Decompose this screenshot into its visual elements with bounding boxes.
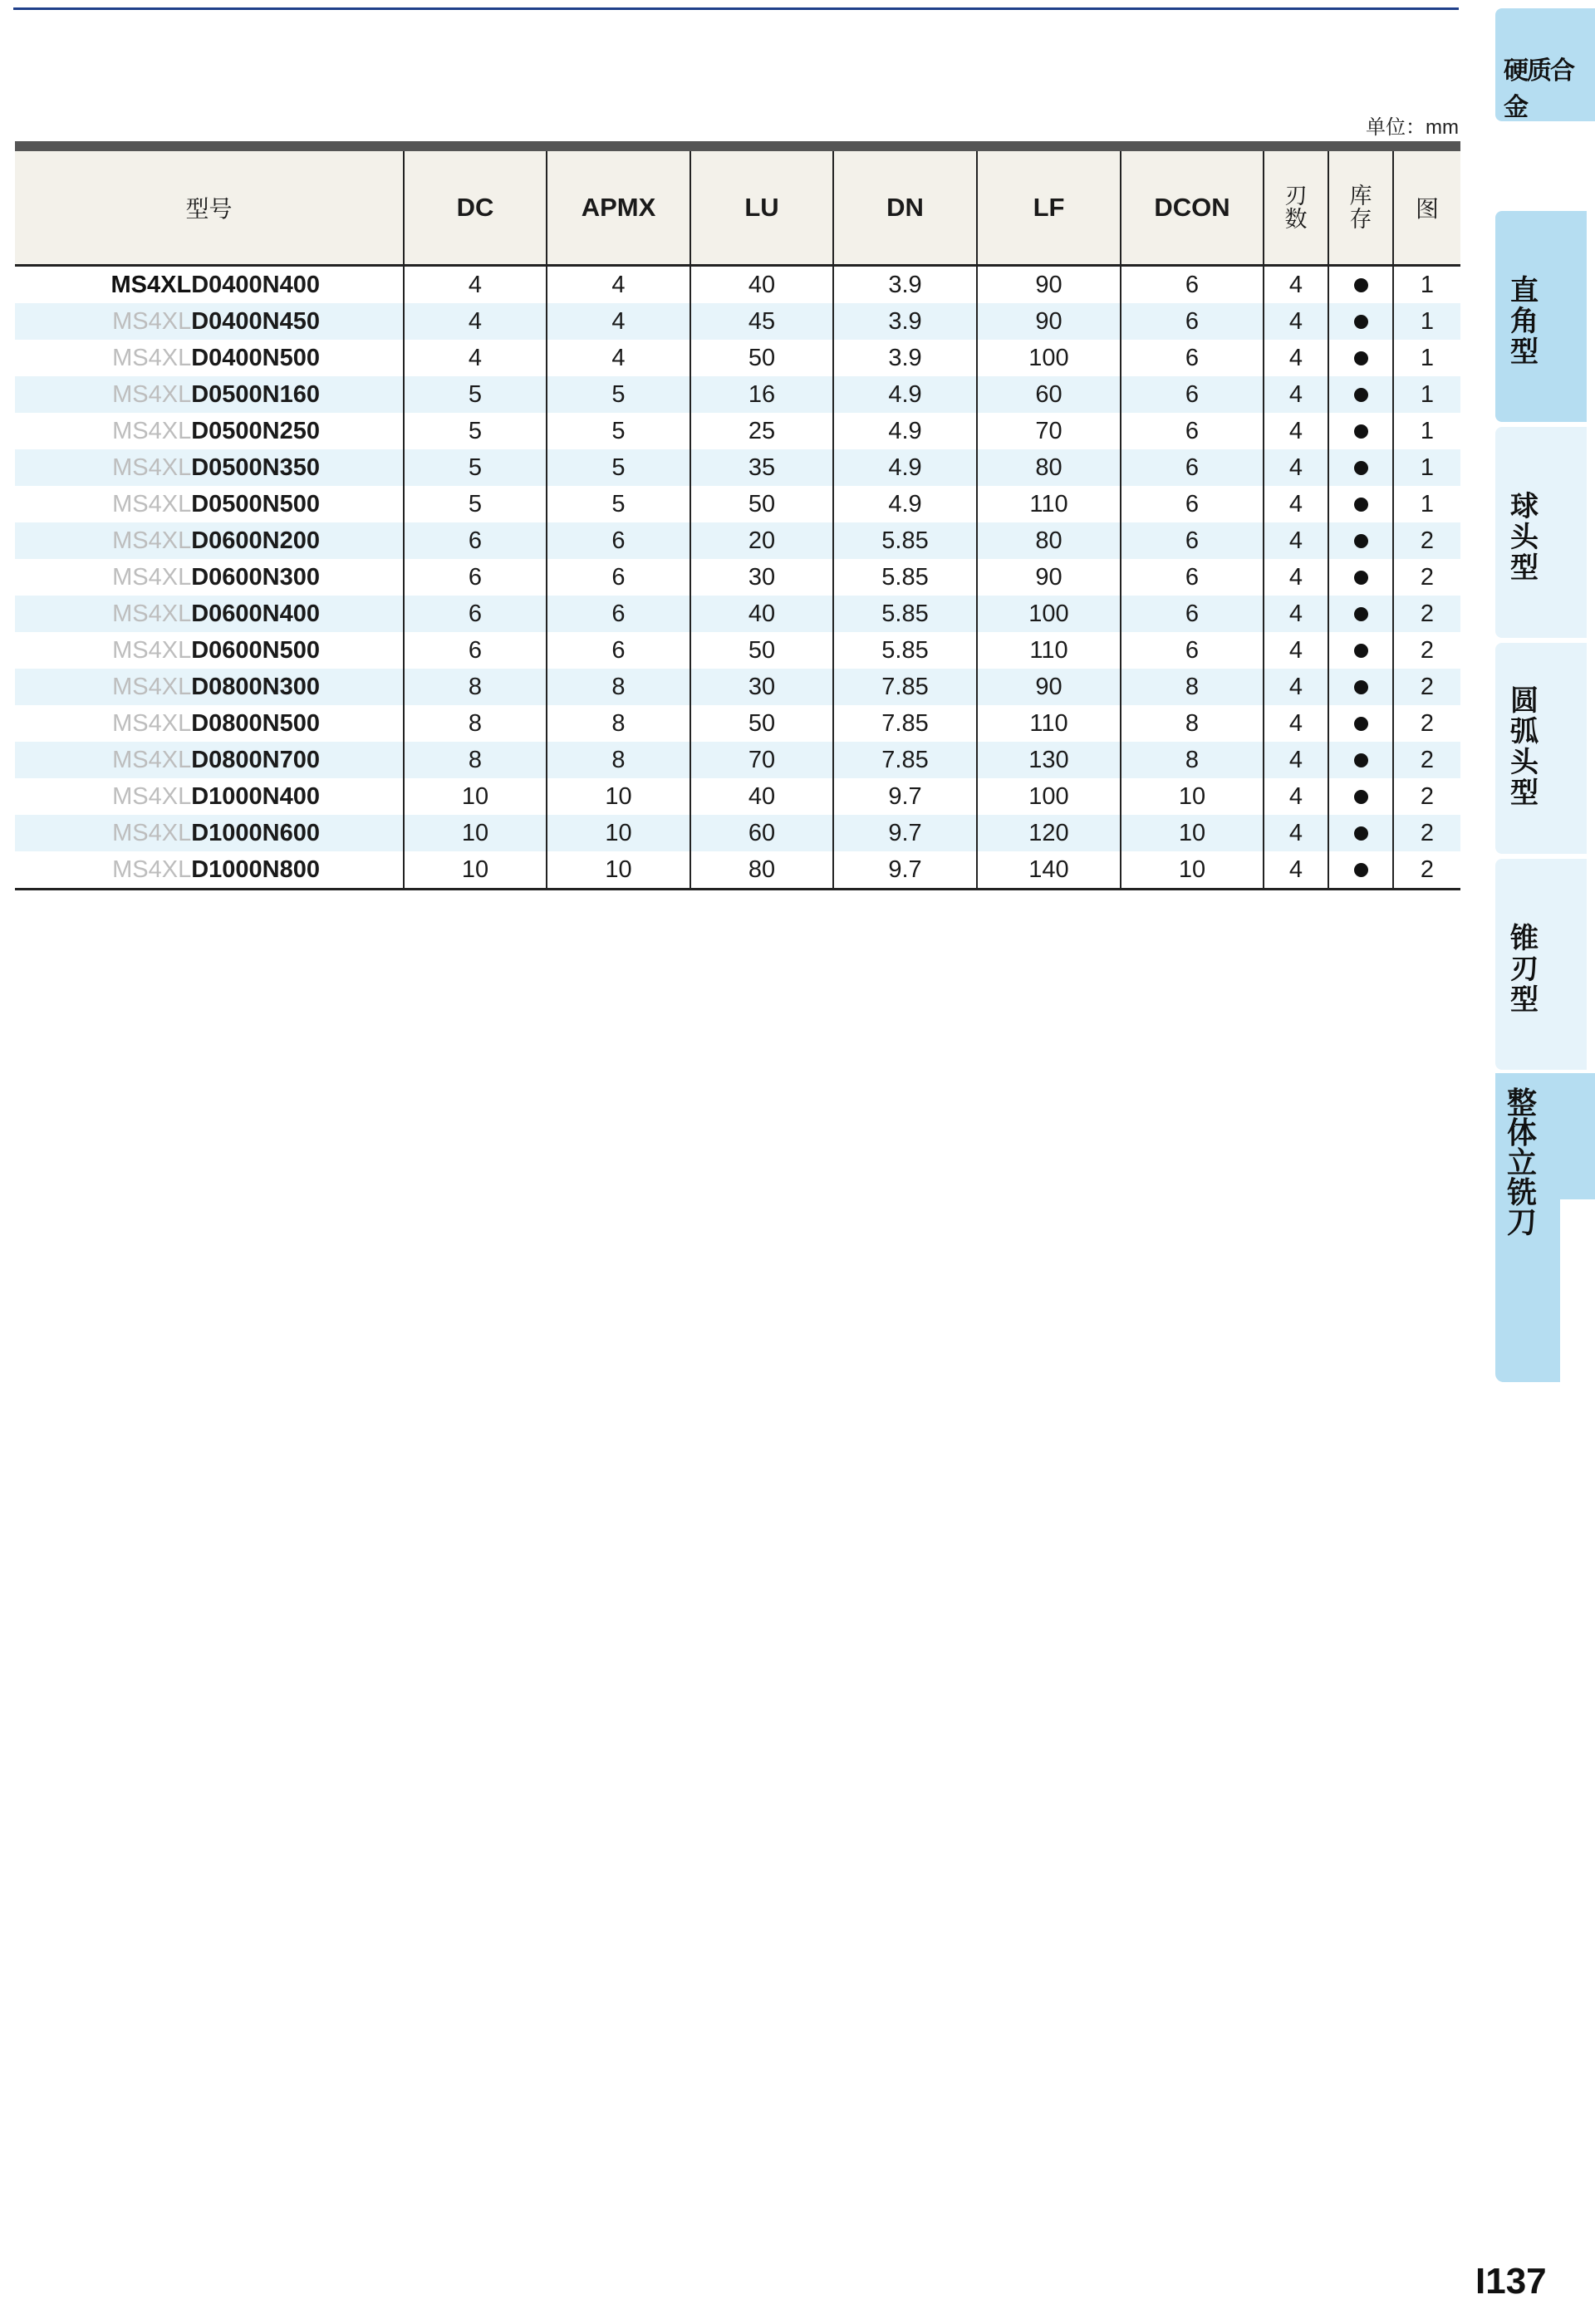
cell-lf: 110 — [977, 632, 1121, 669]
cell-stock — [1328, 851, 1393, 890]
cell-dcon: 6 — [1121, 266, 1264, 304]
cell-dn: 7.85 — [833, 705, 977, 742]
tab-ball-nose-label: 球头型 — [1510, 491, 1539, 584]
cell-figure: 2 — [1420, 709, 1435, 737]
cell-dn: 4.9 — [833, 449, 977, 486]
cell-apmx: 5 — [547, 486, 690, 522]
cell-flutes: 4 — [1264, 486, 1328, 522]
table-row — [15, 303, 1460, 340]
cell-figure: 2 — [1393, 522, 1460, 559]
model-prefix: MS4XL — [112, 709, 192, 737]
model-prefix: MS4XL — [112, 563, 192, 591]
model-code: D0500N160 — [191, 380, 320, 408]
cell-flutes: 4 — [1264, 815, 1328, 851]
cell-dcon: 6 — [1121, 522, 1264, 559]
cell-dcon: 8 — [1121, 705, 1264, 742]
stock-dot-icon — [1354, 278, 1368, 292]
cell-dn: 3.9 — [833, 303, 977, 340]
model-code: D0500N350 — [191, 454, 320, 481]
stock-dot-icon — [1354, 498, 1368, 512]
cell-apmx: 10 — [547, 815, 690, 851]
cell-dc: 10 — [404, 815, 547, 851]
cell-apmx: 4 — [547, 266, 690, 304]
cell-figure: 1 — [1393, 449, 1460, 486]
table-row — [15, 413, 1460, 449]
col-header-lu: LU — [690, 151, 833, 266]
cell-flutes: 4 — [1264, 340, 1328, 376]
col-header-dcon: DCON — [1121, 151, 1264, 266]
model-code: D0400N500 — [191, 344, 320, 371]
col-header-flutes: 刃 数 — [1264, 151, 1328, 266]
cell-stock — [1328, 376, 1393, 413]
model-code: D0800N300 — [191, 673, 320, 700]
cell-apmx: 6 — [547, 522, 690, 559]
model-prefix: MS4XL — [110, 271, 192, 298]
cell-model — [15, 449, 404, 486]
cell-stock — [1328, 669, 1393, 705]
model-prefix: MS4XL — [112, 856, 192, 883]
cell-figure: 2 — [1420, 563, 1435, 591]
cell-figure: 1 — [1420, 344, 1435, 371]
cell-lf: 80 — [977, 449, 1121, 486]
model-code: D0800N700 — [191, 746, 320, 773]
cell-apmx: 4 — [547, 303, 690, 340]
cell-stock — [1328, 596, 1393, 632]
cell-model — [15, 778, 404, 815]
cell-dcon: 6 — [1121, 376, 1264, 413]
stock-dot-icon — [1354, 826, 1368, 841]
cell-lu: 16 — [690, 376, 833, 413]
cell-stock — [1328, 522, 1393, 559]
cell-stock — [1328, 705, 1393, 742]
cell-lu: 40 — [690, 778, 833, 815]
cell-dn: 9.7 — [833, 851, 977, 890]
cell-apmx: 6 — [547, 559, 690, 596]
cell-lf: 70 — [977, 413, 1121, 449]
cell-dcon: 6 — [1121, 596, 1264, 632]
cell-flutes: 4 — [1264, 742, 1328, 778]
cell-dc: 4 — [404, 303, 547, 340]
cell-figure: 2 — [1420, 782, 1435, 810]
stock-dot-icon — [1354, 790, 1368, 804]
stock-dot-icon — [1354, 571, 1368, 585]
tab-taper-label: 锥刃型 — [1510, 923, 1539, 1016]
cell-figure: 1 — [1393, 376, 1460, 413]
cell-stock — [1328, 303, 1393, 340]
cell-lu: 25 — [690, 413, 833, 449]
cell-dc: 6 — [404, 522, 547, 559]
tab-square-end[interactable] — [1495, 211, 1587, 422]
table-row — [15, 815, 1460, 851]
cell-dc: 6 — [404, 596, 547, 632]
cell-lf: 120 — [977, 815, 1121, 851]
cell-dn: 5.85 — [833, 522, 977, 559]
model-code: D0600N500 — [191, 636, 320, 664]
table-row — [15, 742, 1460, 778]
cell-lf: 100 — [977, 778, 1121, 815]
cell-dn: 3.9 — [833, 266, 977, 304]
cell-dcon: 6 — [1121, 486, 1264, 522]
table-header-row — [15, 151, 1460, 266]
cell-dn: 5.85 — [833, 559, 977, 596]
stock-dot-icon — [1354, 607, 1368, 621]
cell-flutes: 4 — [1264, 632, 1328, 669]
cell-dcon: 6 — [1121, 413, 1264, 449]
table-row — [15, 559, 1460, 596]
cell-dc: 6 — [404, 559, 547, 596]
cell-lu: 70 — [690, 742, 833, 778]
cell-lu: 30 — [690, 559, 833, 596]
cell-stock — [1328, 742, 1393, 778]
cell-dn: 4.9 — [833, 376, 977, 413]
cell-flutes: 4 — [1264, 778, 1328, 815]
table-body — [15, 266, 1460, 890]
cell-lu: 40 — [690, 266, 833, 304]
table-row — [15, 522, 1460, 559]
cell-lf: 110 — [977, 486, 1121, 522]
cell-dc: 5 — [404, 486, 547, 522]
cell-apmx: 8 — [547, 669, 690, 705]
cell-dcon: 10 — [1121, 851, 1264, 890]
cell-stock — [1328, 340, 1393, 376]
tab-taper[interactable] — [1495, 859, 1587, 1070]
cell-model — [15, 669, 404, 705]
cell-flutes: 4 — [1264, 376, 1328, 413]
cell-lf: 90 — [977, 669, 1121, 705]
cell-dc: 8 — [404, 705, 547, 742]
cell-stock — [1328, 632, 1393, 669]
cell-model — [15, 340, 404, 376]
cell-dcon: 8 — [1121, 742, 1264, 778]
cell-flutes: 4 — [1264, 303, 1328, 340]
stock-dot-icon — [1354, 424, 1368, 439]
cell-dn: 7.85 — [833, 669, 977, 705]
model-prefix: MS4XL — [112, 600, 192, 627]
cell-flutes: 4 — [1264, 266, 1328, 304]
cell-lu: 50 — [690, 340, 833, 376]
cell-model — [15, 815, 404, 851]
model-prefix: MS4XL — [112, 819, 192, 846]
cell-flutes: 4 — [1264, 559, 1328, 596]
cell-dn: 9.7 — [833, 778, 977, 815]
col-header-stock: 库 存 — [1328, 151, 1393, 266]
model-prefix: MS4XL — [112, 344, 192, 371]
cell-dc: 5 — [404, 449, 547, 486]
cell-figure: 1 — [1420, 417, 1435, 444]
tab-solid-end-mill[interactable] — [1495, 1073, 1595, 1382]
cell-dn: 5.85 — [833, 632, 977, 669]
cell-lf: 90 — [977, 303, 1121, 340]
cell-figure: 1 — [1420, 490, 1435, 517]
stock-dot-icon — [1354, 461, 1368, 475]
model-prefix: MS4XL — [112, 527, 192, 554]
cell-flutes: 4 — [1264, 413, 1328, 449]
model-prefix: MS4XL — [112, 746, 192, 773]
table-row — [15, 266, 1460, 304]
col-header-figure: 图 — [1393, 151, 1460, 266]
model-prefix: MS4XL — [112, 490, 192, 517]
col-header-apmx: APMX — [547, 151, 690, 266]
model-code: D0600N400 — [191, 600, 320, 627]
cell-model — [15, 559, 404, 596]
model-prefix: MS4XL — [112, 636, 192, 664]
model-code: D1000N400 — [191, 782, 320, 810]
cell-model — [15, 376, 404, 413]
cell-dc: 5 — [404, 376, 547, 413]
cell-lf: 100 — [977, 596, 1121, 632]
cell-dcon: 10 — [1121, 778, 1264, 815]
cell-model — [15, 705, 404, 742]
cell-apmx: 10 — [547, 778, 690, 815]
model-prefix: MS4XL — [112, 673, 192, 700]
cell-lf: 110 — [977, 705, 1121, 742]
tab-solid-end-mill-label: 整体立铣刀 — [1507, 1086, 1538, 1239]
cell-stock — [1328, 815, 1393, 851]
page-number: I137 — [1475, 2261, 1547, 2302]
cell-lf: 60 — [977, 376, 1121, 413]
cell-stock — [1328, 486, 1393, 522]
model-code: D0400N450 — [191, 307, 320, 335]
stock-dot-icon — [1354, 534, 1368, 548]
stock-dot-icon — [1354, 753, 1368, 767]
model-prefix: MS4XL — [112, 307, 192, 335]
model-prefix: MS4XL — [112, 380, 192, 408]
cell-figure: 1 — [1393, 303, 1460, 340]
cell-apmx: 8 — [547, 742, 690, 778]
model-prefix: MS4XL — [112, 454, 192, 481]
cell-lu: 30 — [690, 669, 833, 705]
cell-stock — [1328, 449, 1393, 486]
cell-stock — [1328, 778, 1393, 815]
cell-dn: 9.7 — [833, 815, 977, 851]
table-row — [15, 632, 1460, 669]
col-header-dn: DN — [833, 151, 977, 266]
col-header-model: 型号 — [15, 151, 404, 266]
cell-lu: 20 — [690, 522, 833, 559]
tab-notch — [1560, 1199, 1595, 1382]
top-rule — [13, 7, 1459, 10]
cell-dcon: 6 — [1121, 340, 1264, 376]
cell-flutes: 4 — [1264, 851, 1328, 890]
tab-carbide-label: 硬质合金 — [1504, 57, 1573, 121]
cell-dc: 8 — [404, 742, 547, 778]
cell-dc: 5 — [404, 413, 547, 449]
cell-dc: 10 — [404, 778, 547, 815]
cell-lu: 80 — [690, 851, 833, 890]
cell-dcon: 6 — [1121, 632, 1264, 669]
cell-apmx: 4 — [547, 340, 690, 376]
cell-lf: 100 — [977, 340, 1121, 376]
table-header-bar — [15, 141, 1460, 151]
cell-dcon: 10 — [1121, 815, 1264, 851]
cell-model — [15, 413, 404, 449]
model-code: D1000N800 — [191, 856, 320, 883]
table-row — [15, 851, 1460, 890]
table-row — [15, 705, 1460, 742]
cell-lu: 50 — [690, 632, 833, 669]
cell-lu: 35 — [690, 449, 833, 486]
table-row — [15, 449, 1460, 486]
stock-dot-icon — [1354, 315, 1368, 329]
model-code: D0500N250 — [191, 417, 320, 444]
cell-model — [15, 632, 404, 669]
cell-model — [15, 596, 404, 632]
cell-figure: 2 — [1420, 636, 1435, 664]
model-prefix: MS4XL — [112, 782, 192, 810]
cell-dc: 6 — [404, 632, 547, 669]
tab-corner-radius[interactable] — [1495, 643, 1587, 854]
cell-figure: 2 — [1393, 669, 1460, 705]
cell-lu: 45 — [690, 303, 833, 340]
cell-dn: 5.85 — [833, 596, 977, 632]
cell-apmx: 5 — [547, 449, 690, 486]
cell-lu: 40 — [690, 596, 833, 632]
stock-dot-icon — [1354, 680, 1368, 694]
cell-dn: 7.85 — [833, 742, 977, 778]
cell-dc: 8 — [404, 669, 547, 705]
cell-stock — [1328, 559, 1393, 596]
cell-lf: 130 — [977, 742, 1121, 778]
col-header-dc: DC — [404, 151, 547, 266]
tab-ball-nose[interactable] — [1495, 427, 1587, 638]
stock-dot-icon — [1354, 388, 1368, 402]
cell-stock — [1328, 266, 1393, 304]
model-prefix: MS4XL — [112, 417, 192, 444]
tab-corner-radius-label: 圆弧头型 — [1510, 685, 1539, 809]
product-table — [15, 141, 1460, 890]
cell-dn: 4.9 — [833, 486, 977, 522]
tab-carbide[interactable] — [1495, 8, 1595, 121]
cell-flutes: 4 — [1264, 705, 1328, 742]
model-code: D0500N500 — [191, 490, 320, 517]
unit-label: 单位：mm — [1366, 116, 1459, 139]
cell-model — [15, 522, 404, 559]
table-row — [15, 596, 1460, 632]
cell-figure: 2 — [1393, 596, 1460, 632]
model-code: D0400N400 — [191, 271, 320, 298]
cell-apmx: 10 — [547, 851, 690, 890]
cell-dcon: 6 — [1121, 303, 1264, 340]
cell-dcon: 6 — [1121, 559, 1264, 596]
col-header-lf: LF — [977, 151, 1121, 266]
cell-dc: 4 — [404, 266, 547, 304]
cell-figure: 1 — [1420, 271, 1435, 298]
stock-dot-icon — [1354, 863, 1368, 877]
tab-square-end-label: 直角型 — [1510, 275, 1539, 368]
cell-figure: 2 — [1393, 815, 1460, 851]
cell-dcon: 6 — [1121, 449, 1264, 486]
cell-stock — [1328, 413, 1393, 449]
table-row — [15, 778, 1460, 815]
cell-lu: 60 — [690, 815, 833, 851]
cell-lf: 140 — [977, 851, 1121, 890]
cell-apmx: 6 — [547, 632, 690, 669]
stock-dot-icon — [1354, 717, 1368, 731]
cell-apmx: 5 — [547, 376, 690, 413]
cell-flutes: 4 — [1264, 449, 1328, 486]
cell-dc: 10 — [404, 851, 547, 890]
cell-model — [15, 303, 404, 340]
table-row — [15, 376, 1460, 413]
cell-flutes: 4 — [1264, 669, 1328, 705]
cell-apmx: 5 — [547, 413, 690, 449]
stock-dot-icon — [1354, 644, 1368, 658]
cell-lf: 90 — [977, 559, 1121, 596]
cell-dcon: 8 — [1121, 669, 1264, 705]
stock-dot-icon — [1354, 351, 1368, 365]
model-code: D0600N300 — [191, 563, 320, 591]
cell-lu: 50 — [690, 705, 833, 742]
cell-lu: 50 — [690, 486, 833, 522]
cell-lf: 80 — [977, 522, 1121, 559]
cell-apmx: 6 — [547, 596, 690, 632]
table-row — [15, 486, 1460, 522]
cell-model — [15, 742, 404, 778]
cell-figure: 2 — [1393, 742, 1460, 778]
cell-lf: 90 — [977, 266, 1121, 304]
cell-model — [15, 486, 404, 522]
cell-figure: 2 — [1393, 851, 1460, 890]
model-code: D1000N600 — [191, 819, 320, 846]
cell-dn: 4.9 — [833, 413, 977, 449]
cell-flutes: 4 — [1264, 596, 1328, 632]
cell-dc: 4 — [404, 340, 547, 376]
cell-dn: 3.9 — [833, 340, 977, 376]
cell-model — [15, 266, 404, 304]
model-code: D0600N200 — [191, 527, 320, 554]
table-row — [15, 669, 1460, 705]
cell-apmx: 8 — [547, 705, 690, 742]
cell-flutes: 4 — [1264, 522, 1328, 559]
table-row — [15, 340, 1460, 376]
cell-model — [15, 851, 404, 890]
model-code: D0800N500 — [191, 709, 320, 737]
